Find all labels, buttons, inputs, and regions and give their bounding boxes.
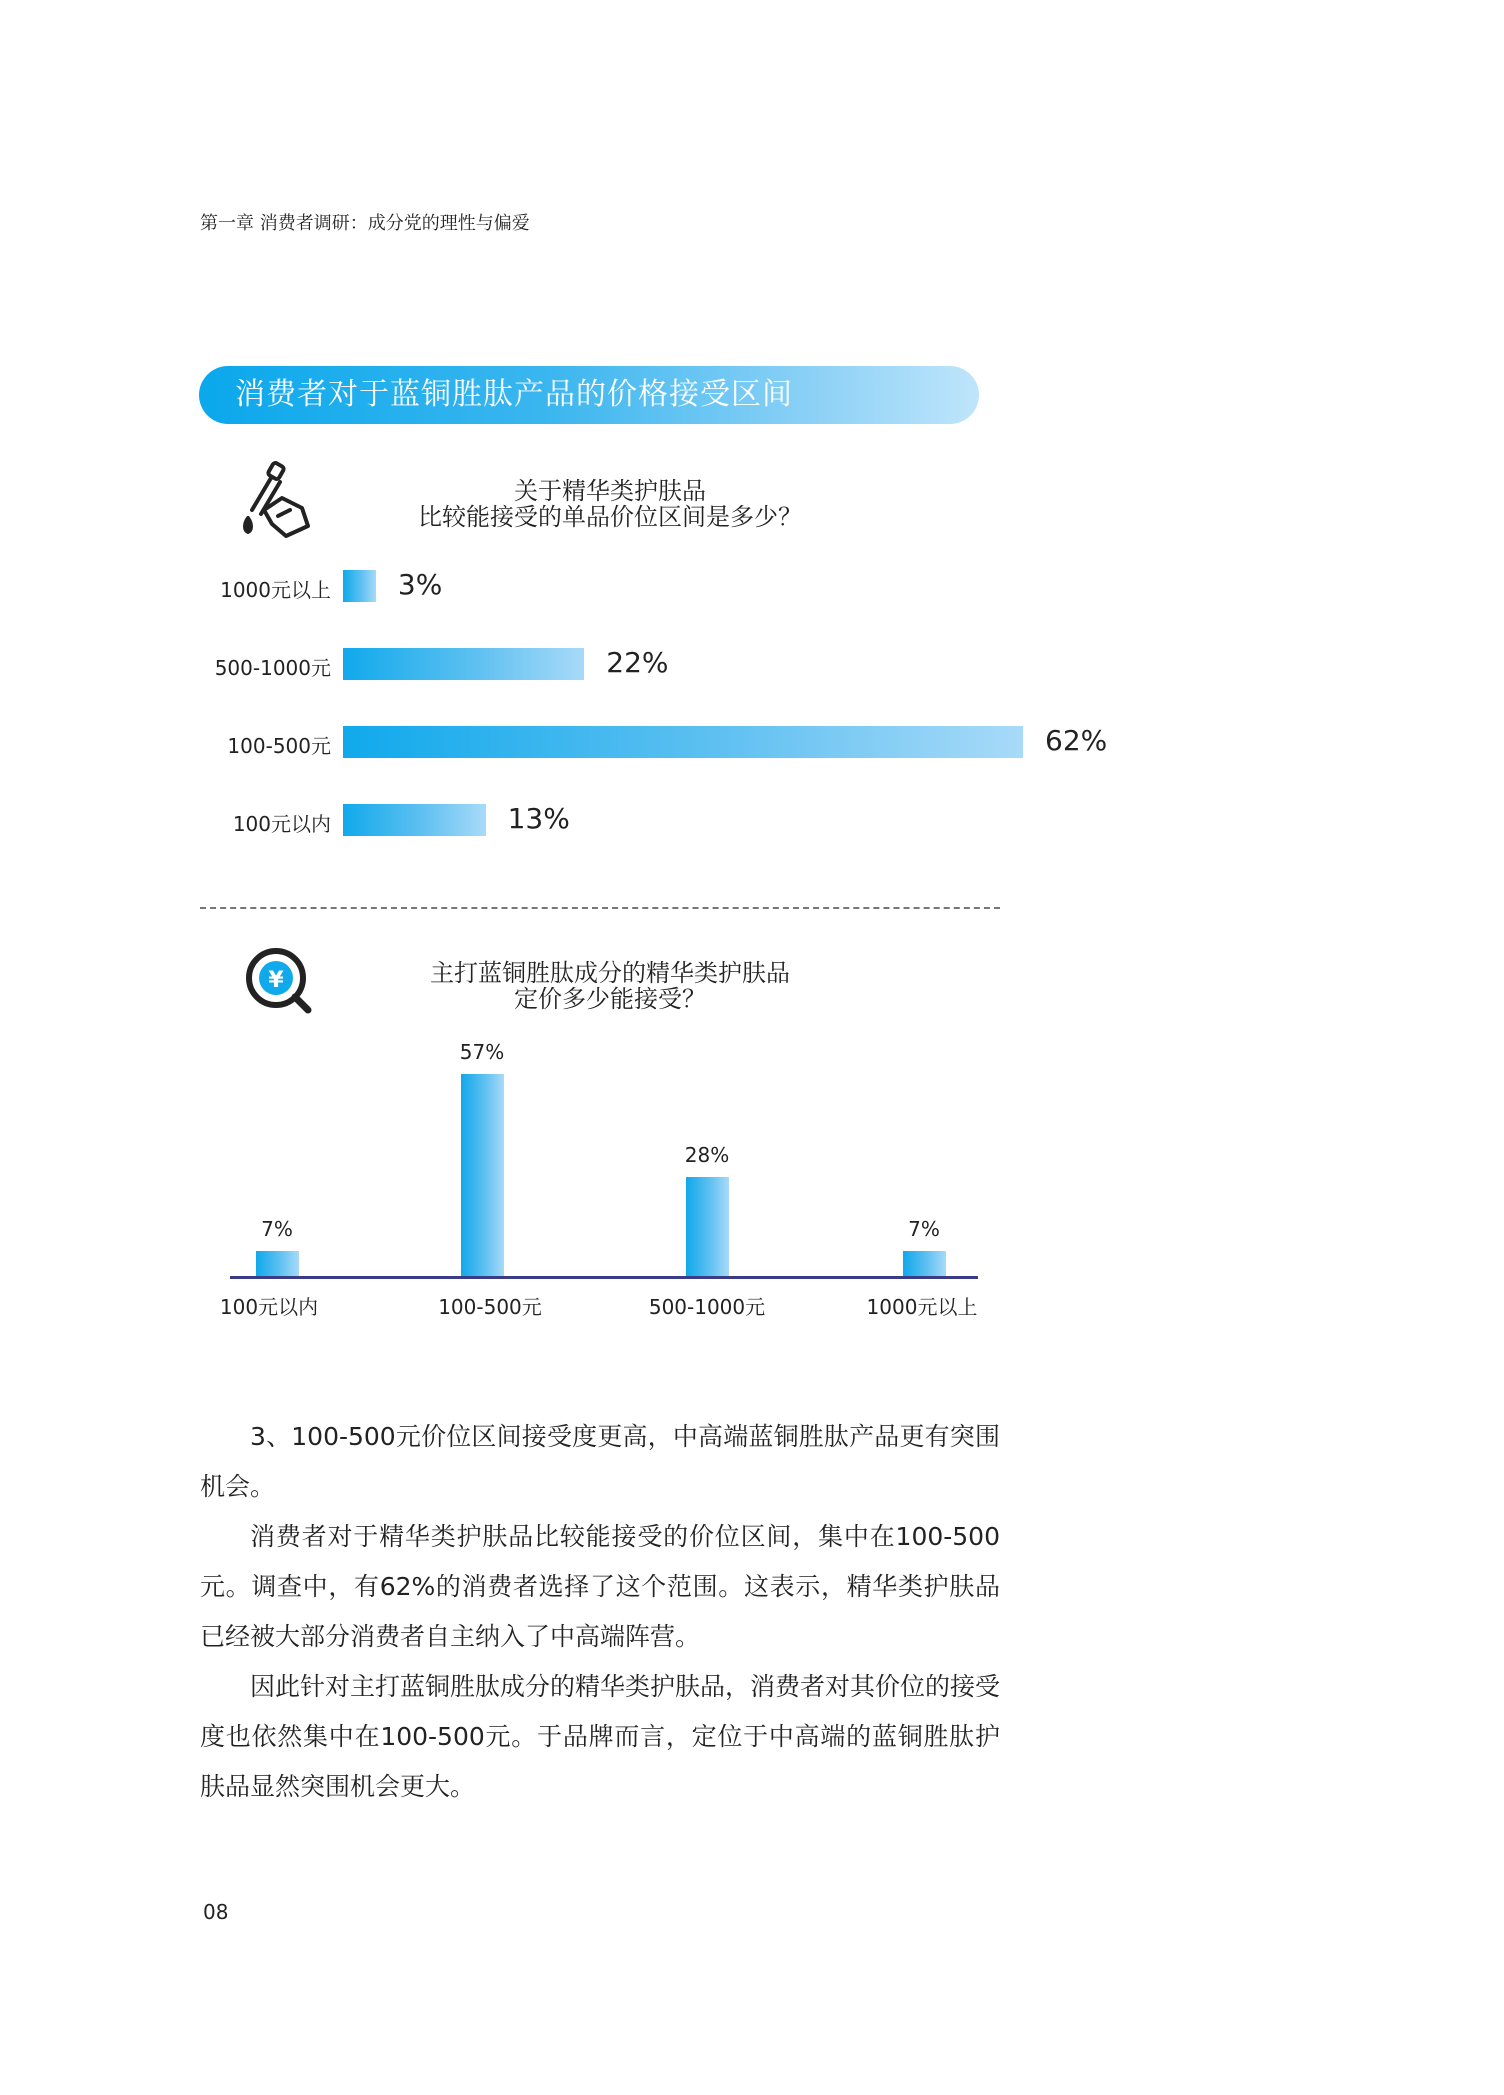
chart1-category-label: 500-1000元 <box>214 656 331 680</box>
chart1-value-label: 3% <box>397 568 443 601</box>
chart1-value-label: 22% <box>606 646 669 679</box>
chart1-bar <box>343 726 1023 758</box>
chart2-bar <box>686 1177 729 1276</box>
body-paragraph-3: 因此针对主打蓝铜胜肽成分的精华类护肤品，消费者对其价位的接受度也依然集中在100-500元。于品牌而言，定位于中高端的蓝铜胜肽护肤品显然突围机会更大。 <box>200 1672 1001 1801</box>
page-number: 08 <box>203 1900 229 1924</box>
chart2-value-label: 7% <box>261 1217 293 1242</box>
svg-text:¥: ¥ <box>268 968 284 993</box>
chart1-value-label: 13% <box>507 802 570 835</box>
chart1-category-label: 100元以内 <box>232 812 331 836</box>
chart2-category-label: 500-1000元 <box>648 1295 766 1319</box>
body-paragraph-2: 消费者对于精华类护肤品比较能接受的价位区间，集中在100-500元。调查中，有62%的消费者选择了这个范围。这表示，精华类护肤品已经被大部分消费者自主纳入了中高端阵营。 <box>200 1522 1000 1651</box>
body-text <box>200 1412 1000 1812</box>
chapter-header: 第一章 消费者调研：成分党的理性与偏爱 <box>200 213 530 234</box>
chart1-category-label: 1000元以上 <box>220 578 331 602</box>
section-divider <box>200 907 1000 909</box>
chart1-bar <box>343 648 584 680</box>
section-banner <box>199 366 979 424</box>
chart2-title-line2: 定价多少能接受？ <box>514 985 706 1013</box>
yuan-magnifier-icon <box>244 946 316 1018</box>
chart2-x-axis <box>230 1276 978 1279</box>
chart1-title-line1: 关于精华类护肤品 <box>514 477 706 505</box>
chart2-bar <box>256 1251 299 1276</box>
chart1-value-label: 62% <box>1045 724 1108 757</box>
chart1-bar <box>343 570 376 602</box>
chart2-category-label: 1000元以上 <box>866 1295 978 1319</box>
chart1-title <box>360 478 860 530</box>
chart1-bar <box>343 804 486 836</box>
chart2-bar <box>461 1074 504 1276</box>
body-paragraph-1: 3、100-500元价位区间接受度更高，中高端蓝铜胜肽产品更有突围机会。 <box>200 1422 1000 1501</box>
chart1-category-label: 100-500元 <box>227 734 331 758</box>
dropper-bottle-icon <box>238 458 318 540</box>
chart2-value-label: 28% <box>684 1142 730 1167</box>
chart2-category-label: 100元以内 <box>219 1295 319 1319</box>
chart2-value-label: 7% <box>908 1217 940 1242</box>
chart2-category-label: 100-500元 <box>438 1295 542 1319</box>
chart1-plot <box>0 0 1504 900</box>
chart2-title-line1: 主打蓝铜胜肽成分的精华类护肤品 <box>430 959 790 987</box>
chart2-value-label: 57% <box>459 1040 505 1064</box>
chart2-bar <box>903 1251 946 1276</box>
chart1-title-line2: 比较能接受的单品价位区间是多少？ <box>418 503 802 531</box>
chart2-title <box>340 960 880 1012</box>
section-title: 消费者对于蓝铜胜肽产品的价格接受区间 <box>235 377 793 412</box>
